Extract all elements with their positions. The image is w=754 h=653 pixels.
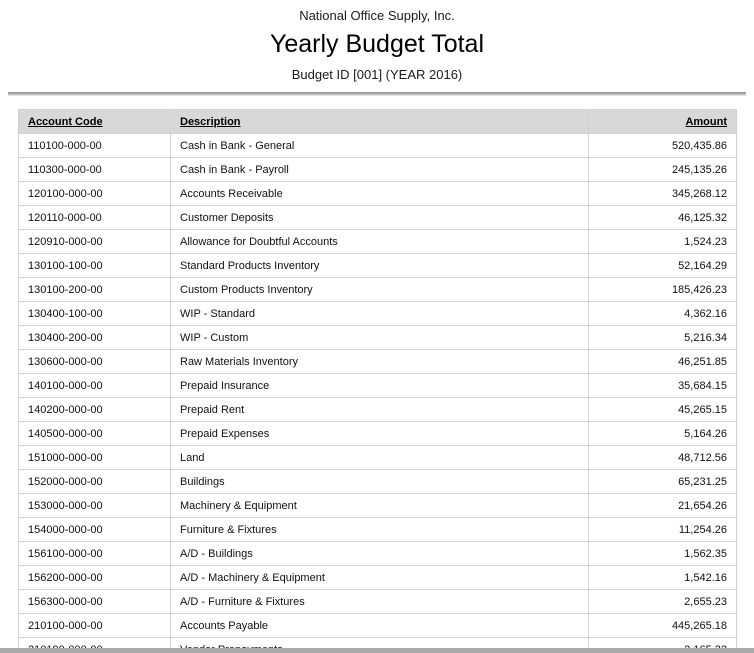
- table-row: [19, 398, 737, 422]
- amount-cell: 1,562.35: [589, 542, 737, 566]
- account-code-cell: 154000-000-00: [19, 518, 171, 542]
- amount-cell: 35,684.15: [589, 374, 737, 398]
- amount-cell: 65,231.25: [589, 470, 737, 494]
- account-code-cell: 156200-000-00: [19, 566, 171, 590]
- table-header-row: [19, 110, 737, 134]
- table-row: [19, 206, 737, 230]
- description-cell: A/D - Buildings: [171, 542, 589, 566]
- description-cell: Buildings: [171, 470, 589, 494]
- table-row: [19, 326, 737, 350]
- table-row: [19, 302, 737, 326]
- account-code-cell: 156100-000-00: [19, 542, 171, 566]
- report-header: [0, 0, 754, 83]
- amount-cell: 5,216.34: [589, 326, 737, 350]
- budget-table-body: [19, 134, 737, 653]
- account-code-cell: 152000-000-00: [19, 470, 171, 494]
- account-code-cell: 110300-000-00: [19, 158, 171, 182]
- account-code-cell: 110100-000-00: [19, 134, 171, 158]
- account-code-cell: 130400-200-00: [19, 326, 171, 350]
- report-subtitle: Budget ID [001] (YEAR 2016): [291, 67, 463, 82]
- account-code-cell: 120100-000-00: [19, 182, 171, 206]
- table-row: [19, 422, 737, 446]
- company-name: National Office Supply, Inc.: [299, 8, 455, 23]
- amount-cell: 345,268.12: [589, 182, 737, 206]
- amount-cell: 52,164.29: [589, 254, 737, 278]
- account-code-cell: 156300-000-00: [19, 590, 171, 614]
- column-header-description: Description: [171, 110, 589, 134]
- description-cell: Cash in Bank - Payroll: [171, 158, 589, 182]
- description-cell: Furniture & Fixtures: [171, 518, 589, 542]
- description-cell: Raw Materials Inventory: [171, 350, 589, 374]
- account-code-cell: 140200-000-00: [19, 398, 171, 422]
- table-row: [19, 158, 737, 182]
- amount-cell: 1,524.23: [589, 230, 737, 254]
- description-cell: Accounts Receivable: [171, 182, 589, 206]
- table-row: [19, 374, 737, 398]
- table-row: [19, 278, 737, 302]
- amount-cell: 4,362.16: [589, 302, 737, 326]
- account-code-cell: 120110-000-00: [19, 206, 171, 230]
- account-code-cell: 153000-000-00: [19, 494, 171, 518]
- amount-cell: 21,654.26: [589, 494, 737, 518]
- header-divider: [8, 92, 746, 96]
- description-cell: Prepaid Insurance: [171, 374, 589, 398]
- amount-cell: 46,125.32: [589, 206, 737, 230]
- column-header-amount: Amount: [589, 110, 737, 134]
- amount-cell: 2,655.23: [589, 590, 737, 614]
- description-cell: A/D - Furniture & Fixtures: [171, 590, 589, 614]
- amount-cell: 5,164.26: [589, 422, 737, 446]
- amount-cell: 48,712.56: [589, 446, 737, 470]
- description-cell: Allowance for Doubtful Accounts: [171, 230, 589, 254]
- account-code-cell: 151000-000-00: [19, 446, 171, 470]
- account-code-cell: 210100-000-00: [19, 614, 171, 638]
- window-bottom-edge: [0, 648, 754, 653]
- amount-cell: 1,542.16: [589, 566, 737, 590]
- description-cell: Accounts Payable: [171, 614, 589, 638]
- table-row: [19, 470, 737, 494]
- account-code-cell: 130600-000-00: [19, 350, 171, 374]
- description-cell: Land: [171, 446, 589, 470]
- description-cell: Prepaid Rent: [171, 398, 589, 422]
- amount-cell: 245,135.26: [589, 158, 737, 182]
- budget-table: [18, 109, 737, 653]
- description-cell: Prepaid Expenses: [171, 422, 589, 446]
- amount-cell: 445,265.18: [589, 614, 737, 638]
- table-row: [19, 446, 737, 470]
- table-row: [19, 230, 737, 254]
- account-code-cell: 140500-000-00: [19, 422, 171, 446]
- description-cell: A/D - Machinery & Equipment: [171, 566, 589, 590]
- table-row: [19, 350, 737, 374]
- account-code-cell: 130400-100-00: [19, 302, 171, 326]
- budget-table-head: [19, 110, 737, 134]
- amount-cell: 185,426.23: [589, 278, 737, 302]
- amount-cell: 520,435.86: [589, 134, 737, 158]
- description-cell: Custom Products Inventory: [171, 278, 589, 302]
- description-cell: Standard Products Inventory: [171, 254, 589, 278]
- account-code-cell: 130100-200-00: [19, 278, 171, 302]
- description-cell: Cash in Bank - General: [171, 134, 589, 158]
- table-row: [19, 542, 737, 566]
- account-code-cell: 120910-000-00: [19, 230, 171, 254]
- column-header-account-code: Account Code: [19, 110, 171, 134]
- description-cell: WIP - Standard: [171, 302, 589, 326]
- description-cell: Machinery & Equipment: [171, 494, 589, 518]
- report-title: Yearly Budget Total: [269, 30, 485, 58]
- table-row: [19, 254, 737, 278]
- table-row: [19, 134, 737, 158]
- description-cell: WIP - Custom: [171, 326, 589, 350]
- amount-cell: 11,254.26: [589, 518, 737, 542]
- account-code-cell: 130100-100-00: [19, 254, 171, 278]
- table-row: [19, 614, 737, 638]
- table-row: [19, 182, 737, 206]
- account-code-cell: 140100-000-00: [19, 374, 171, 398]
- table-row: [19, 494, 737, 518]
- table-row: [19, 566, 737, 590]
- amount-cell: 45,265.15: [589, 398, 737, 422]
- amount-cell: 46,251.85: [589, 350, 737, 374]
- description-cell: Customer Deposits: [171, 206, 589, 230]
- table-row: [19, 590, 737, 614]
- table-row: [19, 518, 737, 542]
